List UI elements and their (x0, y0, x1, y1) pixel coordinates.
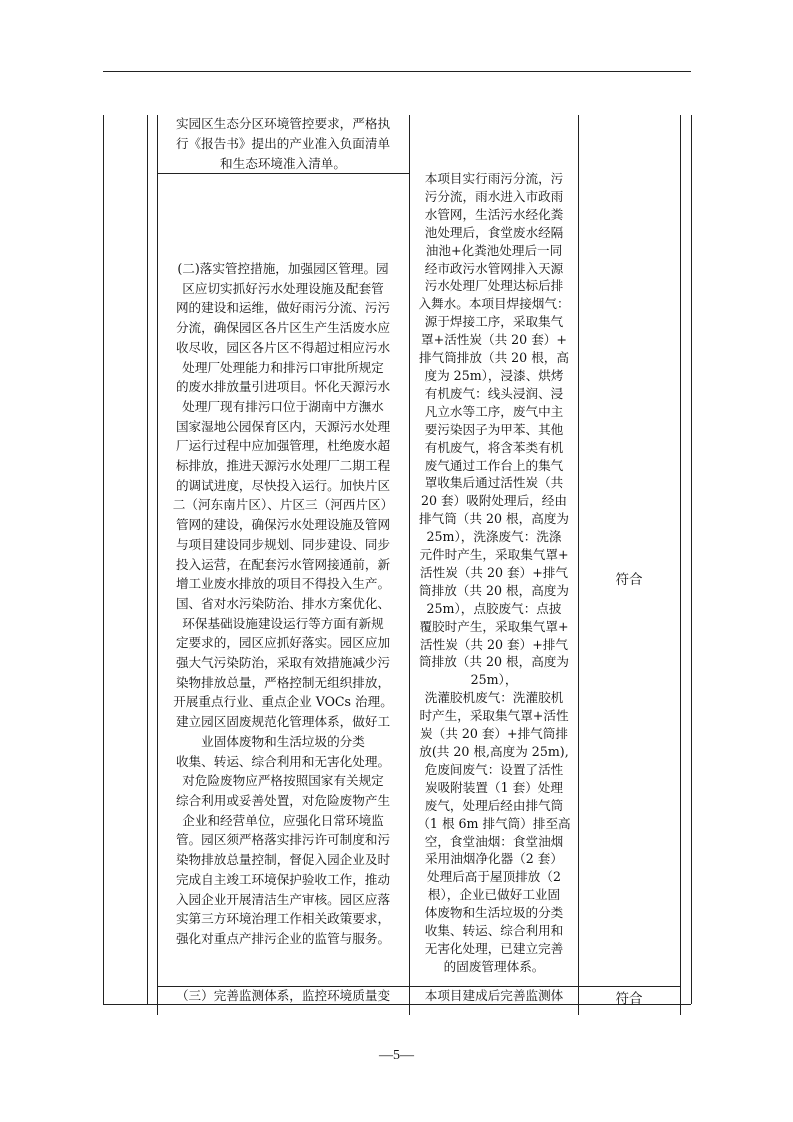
text-line: 行《报告书》提出的产业准入负面清单 (175, 135, 391, 151)
text-line: 的调试进度，尽快投入运行。加快片区 (175, 477, 391, 493)
text-line: 活性炭（共 20 套）+排气 (420, 636, 568, 652)
text-line: 本项目实行雨污分流，污 (424, 171, 564, 186)
text-line: 25m），点胶废气：点披 (426, 600, 562, 616)
text-line: 收尽收，园区各片区不得超过相应污水 (175, 339, 391, 355)
text-line: 国家湿地公园保育区内，天源污水处理 (175, 418, 391, 434)
text-line: 污水处理厂处理达标后排 (424, 278, 564, 294)
text-line: 筒排放（共 20 根，高度为 (419, 654, 569, 670)
text-line: 完成自主竣工环境保护验收工作，推动 (175, 871, 391, 887)
text-line: 和生态环境准入清单。 (220, 155, 346, 171)
text-line: 处理后高于屋顶排放（2 (427, 869, 561, 885)
text-line: （三）完善监测体系，监控环境质量变 (175, 988, 391, 1003)
text-line: 经市政污水管网排入天源 (424, 260, 564, 276)
text-line: 采用油烟净化器（2 套） (425, 851, 563, 867)
text-line: (二)落实管控措施，加强园区管理。园 (177, 261, 389, 276)
text-line: （1 根 6m 排气筒）排至高 (417, 815, 571, 831)
text-line: 入舞水。本项目焊接烟气： (418, 296, 570, 312)
project-cell (411, 986, 577, 1005)
text-line: 要污染因子为甲苯、其他 (424, 421, 564, 437)
text-line: 二（河东南片区）、片区三（河西片区） (172, 497, 394, 513)
text-line: 强大气污染防治，采取有效措施减少污 (175, 655, 391, 671)
text-line: 根），企业已做好工业固 (427, 887, 561, 903)
text-line: 的固废管理体系。 (443, 958, 545, 974)
text-line: 无害化处理，已建立完善 (424, 940, 564, 956)
project-cell (411, 170, 577, 976)
text-line: 管。园区须严格落实排污许可制度和污 (175, 832, 391, 848)
text-line: 排气筒排放（共 20 根，高 (419, 350, 569, 366)
text-line: 有机废气，将含苯类有机 (424, 439, 564, 455)
text-line: 的废水排放量引进项目。怀化天源污水 (175, 379, 391, 395)
table-col-divider (409, 115, 410, 1015)
text-line: 池处理后，食堂废水经隔 (424, 224, 564, 240)
text-line: 建立园区固废规范化管理体系，做好工 (175, 714, 391, 730)
text-line: 放(共 20 根,高度为 25m), (419, 744, 569, 759)
text-line: 罩+活性炭（共 20 套）+ (421, 332, 567, 348)
table-col-divider (680, 115, 681, 1015)
text-line: 25m），洗涤废气：洗涤 (426, 529, 562, 545)
requirement-cell (160, 114, 406, 174)
text-line: 实第三方环境治理工作相关政策要求， (175, 911, 391, 927)
text-line: 强化对重点产排污企业的监管与服务。 (175, 930, 391, 946)
text-line: 炭吸附装置（1 套）处理 (425, 779, 563, 795)
text-line: 网的建设和运维，做好雨污分流、污污 (175, 300, 391, 316)
text-line: 企业和经营单位，应强化日常环境监 (182, 812, 384, 828)
text-line: 罩收集后通过活性炭（共 (424, 475, 564, 491)
text-line: 染物排放总量控制，督促入园企业及时 (175, 852, 391, 868)
text-line: 投入运营，在配套污水管网接通前，新 (175, 556, 391, 572)
text-line: 洗灌胶机废气：洗灌胶机 (424, 690, 564, 706)
page-number: —5— (379, 1048, 414, 1063)
text-line: 染物排放总量，严格控制无组织排放， (175, 674, 391, 690)
conclusion-cell: 符合 (615, 572, 643, 588)
text-line: 管网的建设，确保污水处理设施及管网 (175, 517, 391, 533)
text-line: 危废间废气：设置了活性 (424, 761, 564, 777)
text-line: 覆胶时产生，采取集气罩+ (419, 618, 569, 634)
text-line: 时产生，采取集气罩+活性 (419, 708, 569, 724)
text-line: 业固体废物和生活垃圾的分类 (201, 733, 365, 749)
text-line: 对危险废物应严格按照国家有关规定 (182, 773, 384, 789)
text-line: 排气筒（共 20 根，高度为 (419, 511, 569, 527)
table-border-left (103, 115, 104, 1004)
table-border-right (691, 115, 692, 1004)
text-line: 实园区生态分区环境管控要求，严格执 (175, 116, 391, 131)
text-line: 元件时产生，采取集气罩+ (419, 547, 569, 563)
text-line: 污分流，雨水进入市政雨 (424, 188, 564, 204)
text-line: 炭（共 20 套）+排气筒排 (420, 726, 568, 742)
text-line: 处理厂处理能力和排污口审批所规定 (182, 359, 384, 375)
text-line: 本项目建成后完善监测体 (424, 988, 564, 1003)
text-line: 定要求的，园区应抓好落实。园区应加 (175, 635, 391, 651)
text-line: 度为 25m），浸漆、烘烤 (424, 367, 564, 383)
text-line: 25m）， (470, 672, 518, 688)
text-line: 厂运行过程中应加强管理，杜绝废水超 (175, 438, 391, 454)
table-col-divider (578, 115, 579, 1015)
text-line: 源于焊接工序，采取集气 (424, 314, 564, 330)
text-line: 处理厂现有排污口位于湖南中方潕水 (182, 398, 384, 414)
text-line: 开展重点行业、重点企业 VOCs 治理。 (173, 694, 393, 710)
text-line: 国、省对水污染防治、排水方案优化、 (175, 595, 391, 611)
requirement-cell (160, 259, 406, 949)
text-line: 环保基础设施建设运行等方面有新规 (182, 615, 384, 631)
conclusion-cell: 符合 (615, 991, 643, 1007)
text-line: 综合利用或妥善处置，对危险废物产生 (175, 792, 391, 808)
text-line: 20 套）吸附处理后，经由 (421, 493, 567, 509)
text-line: 与项目建设同步规划、同步建设、同步 (175, 536, 391, 552)
text-line: 废气，处理后经由排气筒 (424, 797, 564, 813)
text-line: 活性炭（共 20 套）+排气 (420, 564, 568, 580)
text-line: 入园企业开展清洁生产审核。园区应落 (175, 891, 391, 907)
text-line: 增工业废水排放的项目不得投入生产。 (175, 576, 391, 592)
text-line: 筒排放（共 20 根，高度为 (419, 582, 569, 598)
text-line: 标排放，推进天源污水处理厂二期工程 (175, 458, 391, 474)
text-line: 分流，确保园区各片区生产生活废水应 (175, 320, 391, 336)
text-line: 体废物和生活垃圾的分类 (424, 905, 564, 921)
text-line: 区应切实抓好污水处理设施及配套管 (182, 280, 384, 296)
table-col-divider (157, 115, 158, 1015)
text-line: 收集、转运、综合利用和 (424, 923, 564, 939)
text-line: 废气通过工作台上的集气 (424, 457, 564, 473)
table-col-divider (147, 115, 148, 1004)
text-line: 空，食堂油烟：食堂油烟 (424, 833, 564, 849)
text-line: 凡立水等工序，废气中主 (424, 403, 564, 419)
text-line: 收集、转运、综合利用和无害化处理。 (175, 753, 391, 769)
text-line: 油池+化粪池处理后一同 (425, 242, 563, 258)
requirement-cell (160, 986, 406, 1005)
text-line: 水管网，生活污水经化粪 (424, 206, 564, 222)
text-line: 有机废气：线头浸润、浸 (424, 385, 564, 401)
header-rule (103, 71, 691, 72)
